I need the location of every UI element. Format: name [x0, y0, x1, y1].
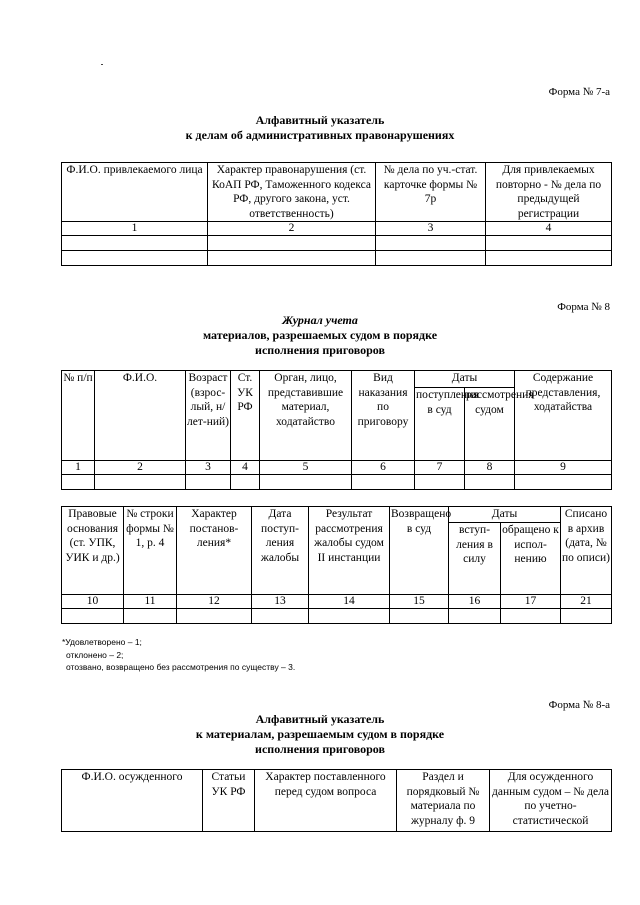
header-date-received: поступления в суд	[415, 388, 465, 461]
header-row-no: № строки формы № 1, р. 4	[124, 507, 177, 595]
header-offense: Характер правонарушения (ст. КоАП РФ, Таможенного кодекса РФ, другого закона, уст. ответственность)	[208, 163, 376, 222]
table-row	[62, 251, 612, 266]
header-date-considered: рассмотрения судом	[465, 388, 515, 461]
footnote-line: *Удовлетворено – 1;	[62, 637, 142, 647]
header-case-no: Для осужденного данным судом – № дела по учетно-статистической	[490, 770, 612, 832]
header-dates: Даты	[449, 507, 561, 523]
header-age: Возраст (взрос-лый, н/лет-ний)	[186, 371, 231, 461]
header-question: Характер поставленного перед судом вопроса	[255, 770, 397, 832]
table-row	[62, 770, 612, 832]
col-number: 5	[260, 461, 352, 475]
form-8-table-1	[61, 370, 612, 490]
header-organ: Орган, лицо, представившие материал, ходатайство	[260, 371, 352, 461]
form-7a-title-line1: Алфавитный указатель	[255, 113, 385, 127]
footnote-line: отозвано, возвращено без рассмотрения по существу – 3.	[66, 662, 296, 672]
col-number: 16	[449, 595, 501, 609]
header-case-no: № дела по уч.-стат. карточке формы № 7р	[376, 163, 486, 222]
col-number: 1	[62, 461, 95, 475]
form-8a-title-line3: исполнения приговоров	[255, 742, 385, 756]
footnotes	[62, 636, 295, 674]
table-row	[62, 222, 612, 236]
header-executed: обращено к испол-нению	[501, 523, 561, 595]
table-row	[62, 595, 612, 609]
header-dates: Даты	[415, 371, 515, 388]
col-number: 3	[186, 461, 231, 475]
header-archived: Списано в архив (дата, № по описи)	[561, 507, 612, 595]
col-number: 21	[561, 595, 612, 609]
header-article: Ст. УК РФ	[231, 371, 260, 461]
header-articles: Статьи УК РФ	[203, 770, 255, 832]
col-number: 1	[62, 222, 208, 236]
header-fio: Ф.И.О. осужденного	[62, 770, 203, 832]
col-number: 6	[352, 461, 415, 475]
col-number: 17	[501, 595, 561, 609]
header-in-force: вступ-ления в силу	[449, 523, 501, 595]
col-number: 11	[124, 595, 177, 609]
col-number: 4	[231, 461, 260, 475]
header-resolution: Характер постанов-ления*	[177, 507, 252, 595]
form-8a-title-line1: Алфавитный указатель	[255, 712, 385, 726]
form-7a-title	[0, 113, 640, 143]
table-row	[62, 609, 612, 624]
col-number: 15	[390, 595, 449, 609]
col-number: 10	[62, 595, 124, 609]
form-8a-title-line2: к материалам, разрешаемым судом в порядке	[195, 727, 445, 741]
col-number: 14	[309, 595, 390, 609]
header-appeal-result: Результат рассмотрения жалобы судом II инстанции	[309, 507, 390, 595]
form-8-title-line1: Журнал учета	[282, 313, 358, 327]
col-number: 2	[208, 222, 376, 236]
table-row	[62, 371, 612, 388]
header-fio: Ф.И.О.	[95, 371, 186, 461]
form-7a-table	[61, 162, 612, 266]
table-row	[62, 475, 612, 490]
form-8-table-2	[61, 506, 612, 624]
header-punishment: Вид наказания по приговору	[352, 371, 415, 461]
footnote-line: отклонено – 2;	[66, 649, 124, 660]
form-8a-title	[0, 712, 640, 757]
form-8-title-line2: материалов, разрешаемых судом в порядке	[202, 328, 438, 342]
form-7a-label: Форма № 7-а	[548, 86, 610, 98]
col-number: 9	[515, 461, 612, 475]
col-number: 2	[95, 461, 186, 475]
header-returned: Возвращено в суд	[390, 507, 449, 595]
form-8-label: Форма № 8	[557, 301, 610, 313]
header-section: Раздел и порядковый № материала по журналу ф. 9	[397, 770, 490, 832]
form-8a-label: Форма № 8-а	[548, 699, 610, 711]
form-7a-title-line2: к делам об административных правонарушениях	[185, 128, 455, 142]
header-legal: Правовые основания (ст. УПК, УИК и др.)	[62, 507, 124, 595]
table-row	[62, 236, 612, 251]
col-number: 8	[465, 461, 515, 475]
form-8-title	[0, 313, 640, 358]
header-content: Содержание представления, ходатайства	[515, 371, 612, 461]
header-num: № п/п	[62, 371, 95, 461]
col-number: 7	[415, 461, 465, 475]
header-fio: Ф.И.О. привлекаемого лица	[62, 163, 208, 222]
stray-dot	[101, 64, 103, 65]
table-row	[62, 507, 612, 523]
table-row	[62, 461, 612, 475]
form-8-title-line3: исполнения приговоров	[255, 343, 385, 357]
col-number: 4	[486, 222, 612, 236]
col-number: 12	[177, 595, 252, 609]
header-repeat: Для привлекаемых повторно - № дела по предыдущей регистрации	[486, 163, 612, 222]
table-row	[62, 163, 612, 222]
header-complaint-date: Дата поступ-ления жалобы	[252, 507, 309, 595]
col-number: 3	[376, 222, 486, 236]
form-8a-table	[61, 769, 612, 832]
col-number: 13	[252, 595, 309, 609]
